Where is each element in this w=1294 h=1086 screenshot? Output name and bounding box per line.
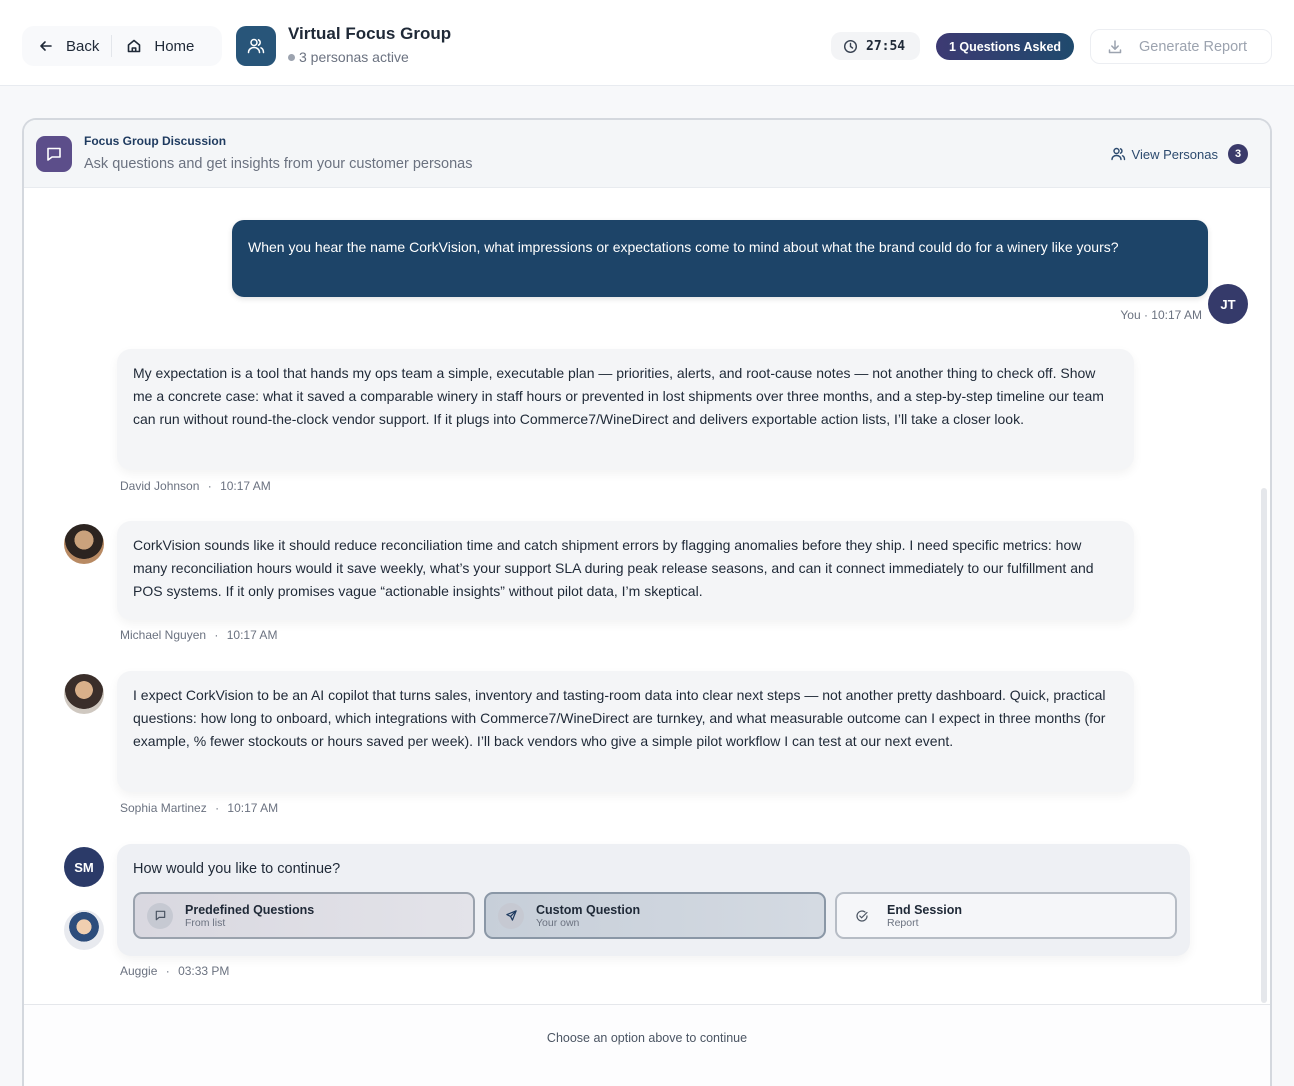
predefined-questions-button[interactable] [133, 892, 475, 939]
continue-question: How would you like to continue? [133, 861, 341, 877]
personas-count-badge: 3 [1228, 144, 1248, 164]
avatar-user: JT [1208, 284, 1248, 324]
view-personas-label: View Personas [1131, 146, 1218, 162]
nav-group [22, 26, 222, 66]
home-button[interactable] [112, 26, 194, 66]
discussion-panel [22, 118, 1272, 1086]
session-timer [831, 32, 920, 60]
back-button[interactable] [22, 26, 111, 66]
timer-value: 27:54 [866, 38, 906, 54]
meta-separator: · [207, 479, 212, 493]
meta-separator: · [214, 628, 219, 642]
personas-status [288, 49, 409, 65]
avatar-sophia-martinez: SM [64, 847, 104, 887]
panel-title: Focus Group Discussion [84, 134, 227, 148]
sender-name: Sophia Martinez [120, 801, 207, 815]
message-meta [120, 964, 229, 978]
back-label: Back [66, 37, 100, 55]
persona-message-bubble [117, 671, 1134, 792]
top-bar [0, 0, 1294, 86]
option-title: Predefined Questions [185, 902, 315, 917]
option-subtitle: Your own [536, 916, 580, 929]
continue-options [133, 892, 1177, 939]
message-text: CorkVision sounds like it should reduce reconciliation time and catch shipment errors by flagging anomalies before they ship. I need specific metrics: how many reconciliation hours would it save weekly, what’s your support SLA during peak release seasons, and can it connect immediately to our fulfillment and POS systems. If it only promises vague “actionable insights” without pilot data, I’m skeptical. [133, 537, 1094, 599]
message-meta [120, 479, 271, 493]
message-text: My expectation is a tool that hands my ops team a simple, executable plan — priorities, alerts, and root-cause notes — not another thing to check off. Show me a concrete case: what it saved a comparable winery in staff hours or prevented in lost shipments over three months, and a step-by-step timeline our team can run without round-the-clock vendor support. If it plugs into Commerce7/WineDirect and delivers exportable action lists, I’ll take a closer look. [133, 365, 1104, 427]
user-message-bubble [232, 220, 1208, 297]
view-personas-button[interactable] [1110, 144, 1248, 164]
sender-name: David Johnson [120, 479, 200, 493]
assistant-prompt-bubble [117, 844, 1190, 956]
generate-report-button[interactable] [1090, 29, 1272, 64]
message-meta [120, 628, 277, 642]
option-subtitle: From list [185, 916, 226, 929]
download-icon [1107, 39, 1123, 55]
message-text: I expect CorkVision to be an AI copilot that turns sales, inventory and tasting-room data into clear next steps — not another pretty dashboard. Quick, practical questions: how long to onboard, which integrations with Commerce7/WineDirect are turnkey, and what measurable outcome can I expect in three months (for example, % fewer stockouts or hours saved per week). I’ll back vendors who give a simple pilot workflow I can test at our next event. [133, 687, 1106, 749]
meta-separator: · [165, 964, 170, 978]
chat-scrollbar[interactable] [1261, 488, 1267, 1003]
chat-bubble-icon [147, 903, 173, 929]
meta-separator: · [215, 801, 220, 815]
clock-icon [843, 39, 858, 54]
personas-status-text: 3 personas active [299, 49, 409, 65]
message-meta: You · 10:17 AM [1120, 308, 1202, 322]
option-title: End Session [887, 902, 963, 917]
generate-report-label: Generate Report [1139, 38, 1248, 55]
message-time: 10:17 AM [220, 479, 271, 493]
users-icon [236, 26, 276, 66]
custom-question-button[interactable] [484, 892, 826, 939]
home-label: Home [154, 37, 195, 55]
send-icon [498, 903, 524, 929]
avatar-david-johnson [64, 524, 104, 564]
page-title: Virtual Focus Group [288, 24, 452, 43]
message-time: 03:33 PM [178, 964, 230, 978]
panel-subtitle: Ask questions and get insights from your customer personas [84, 156, 473, 172]
avatar-auggie [64, 910, 104, 950]
home-icon [126, 38, 142, 54]
check-circle-icon [849, 903, 875, 929]
message-meta [120, 801, 278, 815]
end-session-button[interactable] [835, 892, 1177, 939]
avatar-michael-nguyen [64, 674, 104, 714]
persona-message-bubble [117, 349, 1134, 470]
footer-hint: Choose an option above to continue [546, 1031, 748, 1045]
message-square-icon [36, 136, 72, 172]
persona-message-bubble [117, 521, 1134, 620]
message-time: 10:17 AM [226, 628, 278, 642]
option-subtitle: Report [887, 916, 919, 929]
sender-name: Auggie [120, 964, 158, 978]
users-icon [1110, 146, 1126, 162]
status-dot [288, 54, 295, 61]
sender-name: Michael Nguyen [120, 628, 207, 642]
message-text: When you hear the name CorkVision, what impressions or expectations come to mind about what the brand could do for a winery like yours? [248, 239, 1119, 255]
arrow-left-icon [38, 38, 54, 54]
option-title: Custom Question [536, 902, 641, 917]
chat-footer [24, 1004, 1270, 1086]
message-time: 10:17 AM [227, 801, 279, 815]
chat-area [24, 188, 1270, 1004]
questions-asked-badge: 1 Questions Asked [936, 33, 1074, 60]
panel-header [24, 120, 1270, 188]
